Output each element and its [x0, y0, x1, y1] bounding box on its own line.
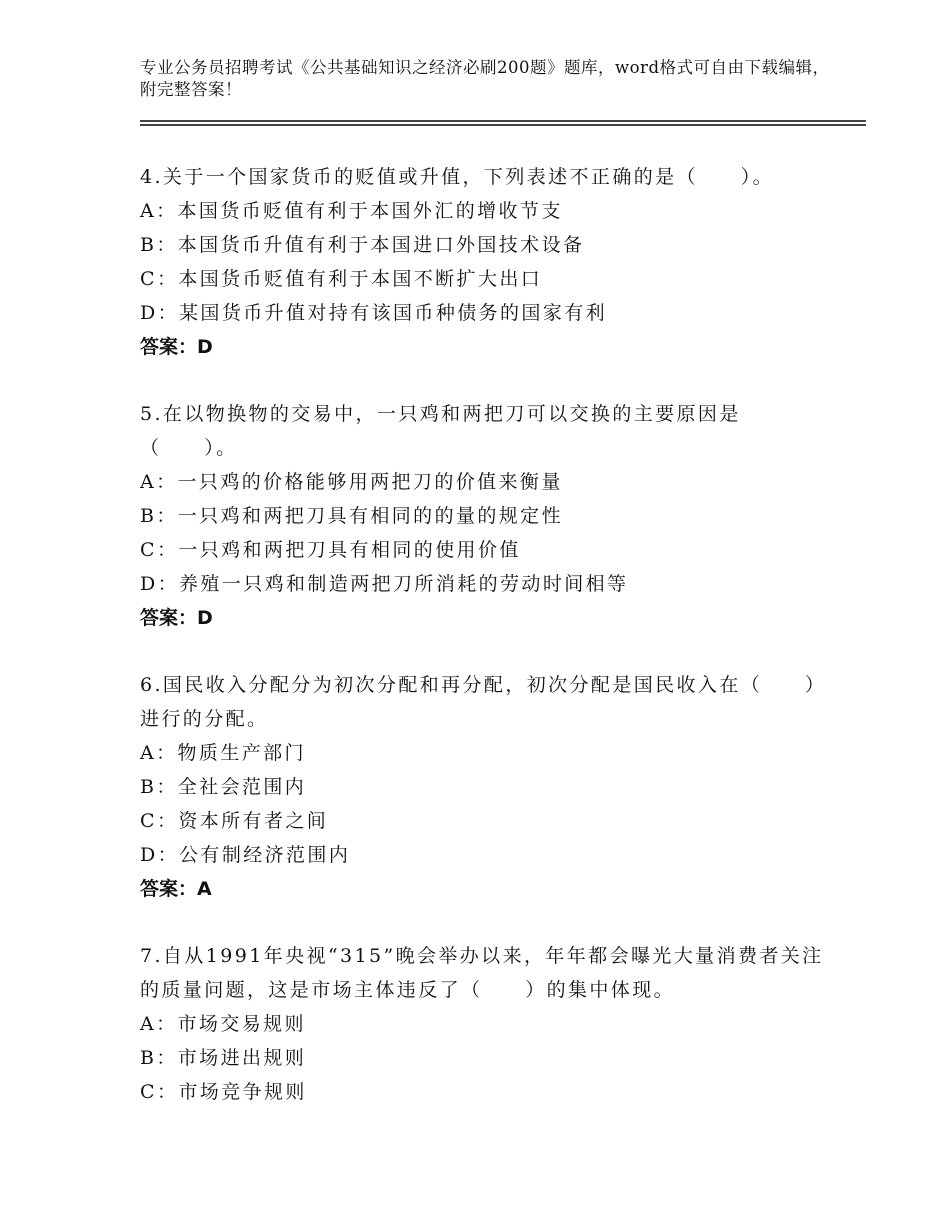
- question-stem: 7.自从1991年央视“315”晚会举办以来，年年都会曝光大量消费者关注的质量问题，这是市场主体违反了（ ）的集中体现。: [140, 945, 824, 1001]
- answer-line: 答案：D: [140, 607, 213, 629]
- answer-line: 答案：D: [140, 336, 213, 358]
- header-divider-top: [140, 120, 866, 122]
- header-divider-bottom: [140, 124, 866, 126]
- option-a: A：物质生产部门: [140, 742, 306, 764]
- option-b: B：一只鸡和两把刀具有相同的的量的规定性: [140, 505, 563, 527]
- question-list: [140, 160, 830, 1142]
- option-d: D：公有制经济范围内: [140, 844, 351, 866]
- option-a: A：本国货币贬值有利于本国外汇的增收节支: [140, 200, 563, 222]
- question-stem: 4.关于一个国家货币的贬值或升值，下列表述不正确的是（ ）。: [140, 166, 775, 188]
- question-6: [140, 668, 830, 906]
- question-stem: 6.国民收入分配分为初次分配和再分配，初次分配是国民收入在（ ）进行的分配。: [140, 674, 827, 730]
- option-d: D：养殖一只鸡和制造两把刀所消耗的劳动时间相等: [140, 573, 629, 595]
- question-stem: 5.在以物换物的交易中，一只鸡和两把刀可以交换的主要原因是（ ）。: [140, 403, 741, 459]
- option-a: A：一只鸡的价格能够用两把刀的价值来衡量: [140, 471, 563, 493]
- answer-line: 答案：A: [140, 878, 212, 900]
- option-b: B：全社会范围内: [140, 776, 307, 798]
- option-c: C：一只鸡和两把刀具有相同的使用价值: [140, 539, 521, 561]
- option-c: C：本国货币贬值有利于本国不断扩大出口: [140, 268, 543, 290]
- option-b: B：市场进出规则: [140, 1047, 307, 1069]
- document-header: 专业公务员招聘考试《公共基础知识之经济必刷200题》题库，word格式可自由下载编辑，附完整答案！: [140, 58, 830, 99]
- question-4: [140, 160, 830, 364]
- option-c: C：市场竞争规则: [140, 1081, 307, 1103]
- question-5: [140, 397, 830, 635]
- option-b: B：本国货币升值有利于本国进口外国技术设备: [140, 234, 585, 256]
- option-d: D：某国货币升值对持有该国币种债务的国家有利: [140, 302, 608, 324]
- option-c: C：资本所有者之间: [140, 810, 329, 832]
- question-7: [140, 939, 830, 1109]
- option-a: A：市场交易规则: [140, 1013, 306, 1035]
